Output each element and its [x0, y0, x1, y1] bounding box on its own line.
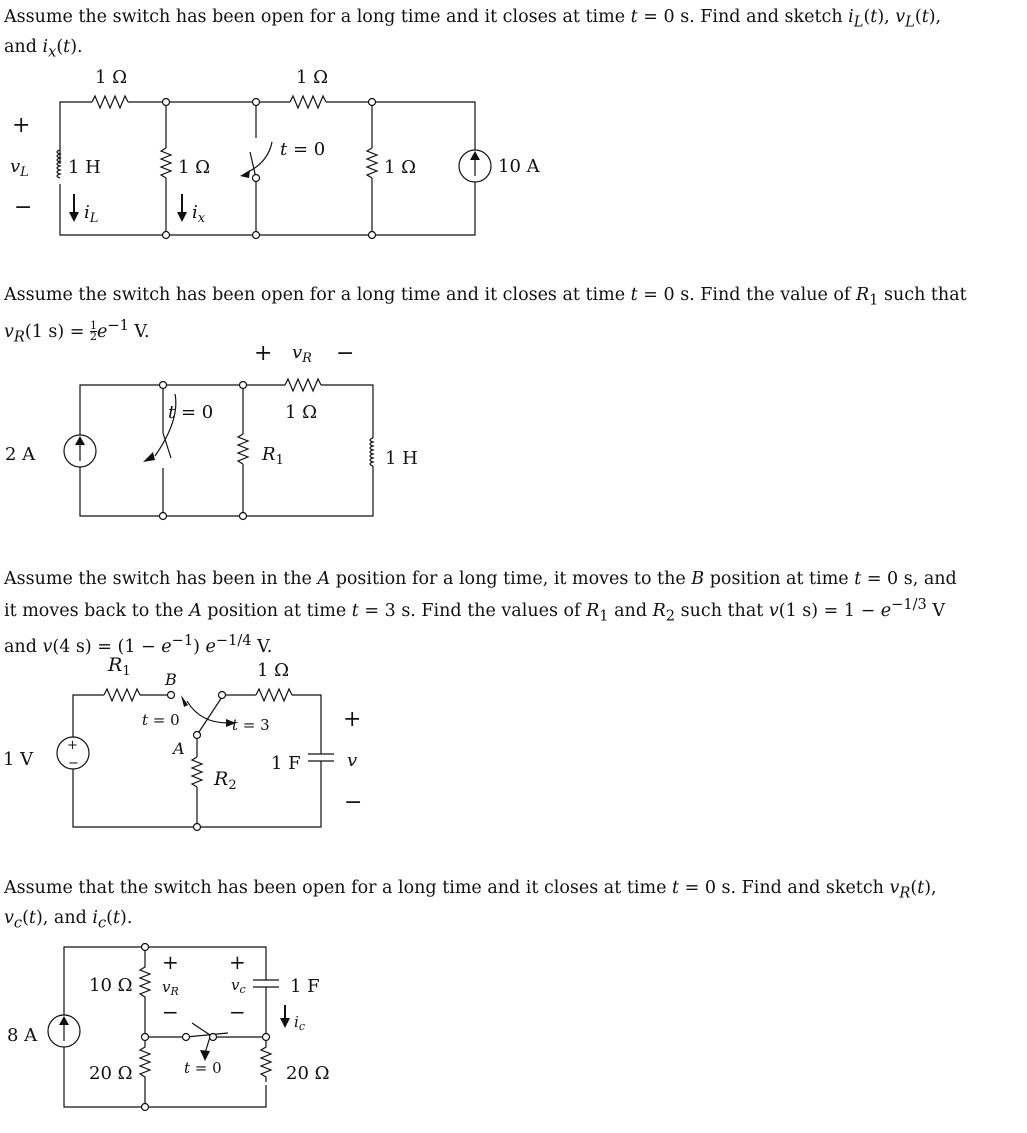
circuit-1 — [0, 60, 600, 250]
label-plus: + — [12, 113, 31, 138]
resistor — [104, 689, 140, 701]
node — [160, 382, 167, 389]
label-ix: $i_x$ — [192, 202, 206, 226]
circuit-3 — [0, 645, 500, 835]
label-r2: $R_2$ — [214, 768, 237, 793]
node — [163, 99, 170, 106]
label-switch-time: t = 0 — [280, 139, 326, 160]
ic-arrow-head — [280, 1018, 290, 1028]
label-b: B — [165, 670, 177, 689]
problem-2-text: Assume the switch has been open for a long time and it closes at time t = 0 s. Find the value of $R_1$ such that $v_R(1$ s) = $\frac{1}{2}$ $e^{-1}$ V. — [4, 285, 967, 345]
label-inductor: 1 H — [385, 448, 418, 469]
node — [219, 692, 226, 699]
label-cap: 1 F — [290, 976, 320, 997]
label-vc-plus: + — [229, 950, 246, 974]
label-vr-plus: + — [162, 950, 179, 974]
node — [253, 175, 260, 182]
resistor — [140, 947, 150, 1037]
node — [163, 232, 170, 239]
label-r-top-left: 1 Ω — [95, 67, 128, 88]
wire — [326, 102, 475, 150]
node — [142, 944, 149, 951]
node-a — [194, 732, 201, 739]
resistor — [92, 96, 128, 108]
switch-arrow-t0 — [181, 695, 188, 707]
label-minus: − — [344, 790, 363, 815]
label-il: $i_L$ — [84, 202, 99, 226]
circuit-4 — [0, 935, 400, 1125]
node — [369, 232, 376, 239]
label-cap: 1 F — [271, 753, 301, 774]
switch-blade — [186, 1033, 266, 1037]
label-r-bottom-right: 20 Ω — [286, 1063, 330, 1084]
label-plus: + — [254, 341, 273, 366]
switch-arrow — [240, 170, 250, 178]
label-t3: t = 3 — [232, 716, 270, 734]
label-r-top-right: 1 Ω — [296, 67, 329, 88]
wire — [145, 1085, 266, 1107]
label-vr-minus: − — [162, 1000, 179, 1024]
inductor — [370, 438, 373, 466]
label-r1: $R_1$ — [262, 444, 284, 468]
switch-arc — [187, 701, 228, 723]
node — [142, 1104, 149, 1111]
label-vl: $v_L$ — [10, 156, 29, 180]
label-t0: t = 0 — [142, 711, 180, 729]
circuit-2 — [0, 338, 500, 523]
label-vc-minus: − — [229, 1000, 246, 1024]
wire — [321, 385, 373, 438]
label-vr: $v_R$ — [162, 978, 179, 998]
node — [240, 513, 247, 520]
label-ic: $i_c$ — [294, 1013, 305, 1033]
il-arrow-head — [69, 212, 79, 222]
resistor — [367, 148, 377, 178]
wire — [292, 695, 321, 748]
label-switch-time: t = 0 — [168, 402, 214, 423]
label-inductor: 1 H — [68, 157, 101, 178]
node — [210, 1034, 217, 1041]
node — [369, 99, 376, 106]
label-r-top: 1 Ω — [285, 402, 318, 423]
problem-3-text: Assume the switch has been in the A position for a long time, it moves to the B position at time t = 0 s, and it moves back to the A position at time t = 3 s. Find the values of $R_1$ and $R_2$ such that v(1 $s) = 1 - e^{-1/3}$ V and v(4 $s) = (1 - e^{-1})$ $e^{-1/4}$ V. — [4, 569, 957, 658]
problem-1-text: Assume the switch has been open for a long time and it closes at time t = 0 s. Find and sketch $i_L(t)$, $v_L(t)$, and $i_x(t)$. — [4, 7, 942, 60]
label-r1: $R_1$ — [108, 654, 131, 679]
ix-arrow-head — [177, 212, 187, 222]
node — [160, 513, 167, 520]
source-minus: − — [68, 756, 79, 771]
label-minus: − — [14, 195, 33, 220]
problem-4-text: Assume that the switch has been open for a long time and it closes at time t = 0 s. Find and sketch $v_R(t)$, $v_c(t)$, and $i_c(t)$. — [4, 878, 937, 931]
node — [253, 99, 260, 106]
label-source: 1 V — [3, 749, 34, 770]
resistor — [161, 148, 171, 178]
label-r-mid: 1 Ω — [178, 157, 211, 178]
label-minus: − — [336, 341, 355, 366]
resistor — [192, 757, 202, 787]
node — [240, 382, 247, 389]
label-r-top: 1 Ω — [257, 660, 290, 681]
wire — [60, 182, 475, 235]
resistor — [238, 434, 248, 464]
resistor — [285, 379, 321, 391]
resistor — [290, 96, 326, 108]
node — [263, 1034, 270, 1041]
source-plus: + — [67, 738, 78, 753]
label-v: v — [347, 750, 358, 771]
wire — [73, 695, 104, 737]
resistor — [261, 1037, 271, 1082]
label-a: A — [173, 739, 185, 758]
switch-arrow — [143, 452, 155, 462]
label-vr: $v_R$ — [292, 342, 312, 366]
resistor — [256, 689, 292, 701]
wire — [60, 102, 92, 164]
label-source: 8 A — [7, 1025, 38, 1046]
label-r-bottom-left: 20 Ω — [89, 1063, 133, 1084]
node — [253, 232, 260, 239]
label-vc: $v_c$ — [231, 976, 246, 996]
node — [194, 824, 201, 831]
label-source: 10 A — [498, 156, 540, 177]
node — [142, 1034, 149, 1041]
label-switch-time: t = 0 — [184, 1059, 222, 1077]
label-r-top: 10 Ω — [89, 975, 133, 996]
node — [183, 1034, 190, 1041]
label-source: 2 A — [5, 444, 36, 465]
node-b — [168, 692, 175, 699]
label-plus: + — [343, 707, 362, 732]
label-r-right: 1 Ω — [384, 157, 417, 178]
wire — [80, 466, 373, 516]
resistor — [140, 1037, 150, 1107]
